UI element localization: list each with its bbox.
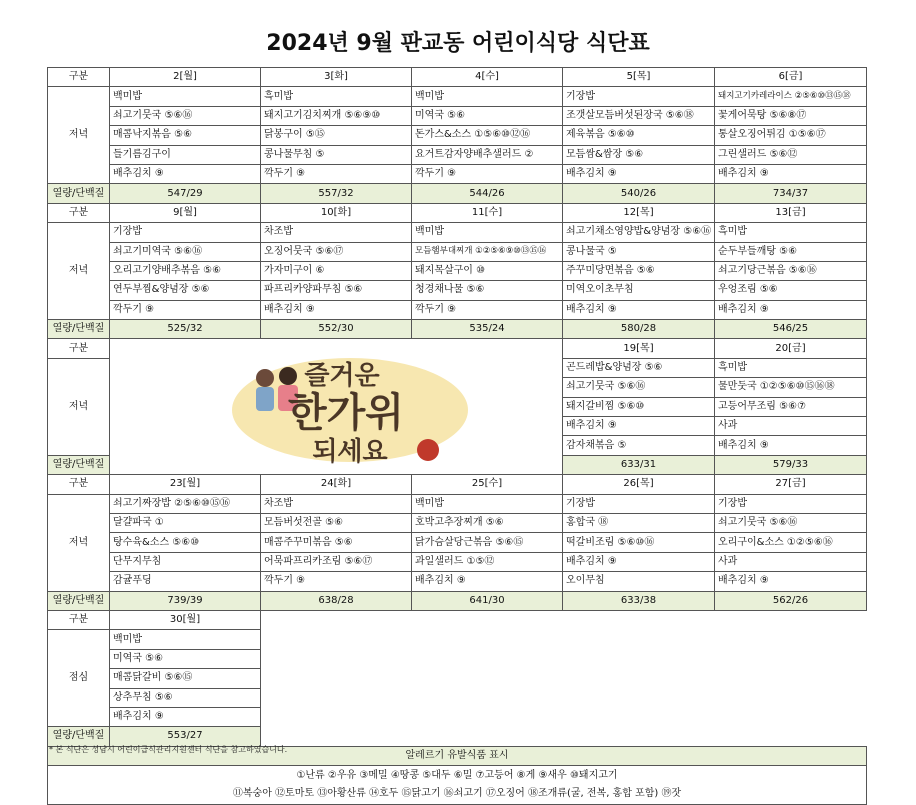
menu-item: 미역오이초무침	[563, 281, 715, 300]
kcal-label: 열량/단백질	[48, 455, 110, 474]
kcal-value: 638/28	[261, 591, 412, 610]
gubun-label: 구분	[48, 475, 110, 494]
day-header: 4[수]	[412, 68, 563, 87]
week1-kcal-row	[48, 184, 867, 203]
menu-item: 쇠고기뭇국 ⑤⑥⑯	[715, 513, 867, 532]
menu-item: 통살오징어튀김 ①⑤⑥⑰	[715, 126, 867, 145]
menu-item: 배추김치 ⑨	[715, 436, 867, 455]
day-header: 19[목]	[563, 339, 715, 358]
gubun-label: 구분	[48, 68, 110, 87]
menu-row	[48, 87, 867, 106]
menu-item: 배추김치 ⑨	[563, 164, 715, 183]
menu-item: 오징어뭇국 ⑤⑥⑰	[261, 242, 412, 261]
menu-item: 배추김치 ⑨	[563, 552, 715, 571]
menu-item: 기장밥	[715, 494, 867, 513]
menu-item: 홍합국 ⑱	[563, 513, 715, 532]
menu-item: 돈가스&소스 ①⑤⑥⑩⑫⑯	[412, 126, 563, 145]
gubun-label: 구분	[48, 203, 110, 222]
menu-item: 그린샐러드 ⑤⑥⑫	[715, 145, 867, 164]
kcal-label: 열량/단백질	[48, 727, 110, 746]
week4-kcal-row	[48, 591, 867, 610]
menu-item: 미역국 ⑤⑥	[110, 649, 261, 668]
kcal-value: 553/27	[110, 727, 261, 746]
menu-item: 호박고추장찌개 ⑤⑥	[412, 513, 563, 532]
menu-item: 우엉조림 ⑤⑥	[715, 281, 867, 300]
day-header: 24[화]	[261, 475, 412, 494]
banner-line3: 되세요	[312, 436, 388, 467]
menu-item: 조갯살모듬버섯된장국 ⑤⑥⑱	[563, 106, 715, 125]
kcal-value: 540/26	[563, 184, 715, 203]
kcal-value: 535/24	[412, 320, 563, 339]
kcal-value: 546/25	[715, 320, 867, 339]
menu-item: 돼지목살구이 ⑩	[412, 261, 563, 280]
holiday-banner	[110, 339, 563, 475]
allergy-legend-line: ①난류 ②우유 ③메밀 ④땅콩 ⑤대두 ⑥밀 ⑦고등어 ⑧게 ⑨새우 ⑩돼지고기	[48, 766, 867, 785]
menu-item: 돼지갈비찜 ⑤⑥⑩	[563, 397, 715, 416]
menu-row	[48, 261, 867, 280]
menu-item: 깍두기 ⑨	[261, 572, 412, 591]
menu-item: 오리고기양배추볶음 ⑤⑥	[110, 261, 261, 280]
menu-item: 상추무침 ⑤⑥	[110, 688, 261, 707]
menu-item: 오이무침	[563, 572, 715, 591]
menu-row	[48, 164, 867, 183]
menu-item: 백미밥	[412, 494, 563, 513]
menu-item: 가자미구이 ⑥	[261, 261, 412, 280]
menu-item: 사과	[715, 552, 867, 571]
menu-item: 사과	[715, 417, 867, 436]
day-header: 25[수]	[412, 475, 563, 494]
day-header: 11[수]	[412, 203, 563, 222]
menu-item: 돼지고기김치찌개 ⑤⑥⑨⑩	[261, 106, 412, 125]
meal-label: 점심	[48, 630, 110, 727]
menu-item: 떡갈비조림 ⑤⑥⑩⑯	[563, 533, 715, 552]
menu-item: 곤드레밥&양념장 ⑤⑥	[563, 358, 715, 377]
menu-item: 감귤푸딩	[110, 572, 261, 591]
menu-item: 순두부들깨탕 ⑤⑥	[715, 242, 867, 261]
menu-item: 쇠고기당근볶음 ⑤⑥⑯	[715, 261, 867, 280]
menu-item: 백미밥	[412, 87, 563, 106]
kcal-value: 734/37	[715, 184, 867, 203]
menu-row	[48, 223, 867, 242]
day-header: 9[월]	[110, 203, 261, 222]
page-title: 2024년 9월 판교동 어린이식당 식단표	[266, 31, 650, 56]
menu-item: 배추김치 ⑨	[412, 572, 563, 591]
kcal-value: 547/29	[110, 184, 261, 203]
day-header: 12[목]	[563, 203, 715, 222]
menu-item: 연두부찜&양념장 ⑤⑥	[110, 281, 261, 300]
menu-item: 백미밥	[110, 87, 261, 106]
menu-item: 닭봉구이 ⑤⑮	[261, 126, 412, 145]
menu-row	[48, 533, 867, 552]
day-header: 26[목]	[563, 475, 715, 494]
menu-item: 흑미밥	[715, 223, 867, 242]
kcal-value: 544/26	[412, 184, 563, 203]
week3-header-row	[48, 339, 867, 358]
week2-header-row	[48, 203, 867, 222]
day-header: 13[금]	[715, 203, 867, 222]
menu-item: 흑미밥	[261, 87, 412, 106]
menu-row	[48, 649, 867, 668]
kcal-value: 739/39	[110, 591, 261, 610]
menu-item: 매콤주꾸미볶음 ⑤⑥	[261, 533, 412, 552]
menu-item: 차조밥	[261, 223, 412, 242]
seal-icon	[417, 439, 439, 461]
kcal-value: 580/28	[563, 320, 715, 339]
week1-header-row	[48, 68, 867, 87]
menu-item: 쇠고기미역국 ⑤⑥⑯	[110, 242, 261, 261]
week2-kcal-row	[48, 320, 867, 339]
menu-row	[48, 126, 867, 145]
menu-item: 돼지고기카레라이스 ②⑤⑥⑩⑬⑮⑱	[715, 87, 867, 106]
menu-row	[48, 572, 867, 591]
menu-item: 청경채나물 ⑤⑥	[412, 281, 563, 300]
kcal-label: 열량/단백질	[48, 184, 110, 203]
menu-item: 과일샐러드 ①⑤⑫	[412, 552, 563, 571]
allergy-title: 알레르기 유발식품 표시	[48, 746, 867, 765]
menu-row	[48, 242, 867, 261]
day-header: 10[화]	[261, 203, 412, 222]
kcal-value: 562/26	[715, 591, 867, 610]
menu-item: 쇠고기뭇국 ⑤⑥⑯	[563, 378, 715, 397]
menu-item: 탕수육&소스 ⑤⑥⑩	[110, 533, 261, 552]
meal-label: 저녁	[48, 223, 110, 320]
menu-row	[48, 630, 867, 649]
empty-area	[261, 707, 867, 726]
day-header: 30[월]	[110, 610, 261, 629]
empty-area	[261, 669, 867, 688]
menu-item: 백미밥	[110, 630, 261, 649]
menu-item: 깍두기 ⑨	[412, 300, 563, 319]
menu-item: 파프리카양파무침 ⑤⑥	[261, 281, 412, 300]
menu-item: 닭가슴살당근볶음 ⑤⑥⑮	[412, 533, 563, 552]
menu-item: 깍두기 ⑨	[110, 300, 261, 319]
week4-header-row	[48, 475, 867, 494]
menu-item: 콩나물무침 ⑤	[261, 145, 412, 164]
menu-row	[48, 300, 867, 319]
menu-row	[48, 552, 867, 571]
week5-header-row	[48, 610, 867, 629]
menu-row	[48, 513, 867, 532]
menu-item: 기장밥	[563, 494, 715, 513]
menu-row	[48, 688, 867, 707]
kcal-label: 열량/단백질	[48, 591, 110, 610]
meal-label: 저녁	[48, 87, 110, 184]
allergy-row	[48, 766, 867, 785]
meal-label: 저녁	[48, 358, 110, 455]
menu-row	[48, 145, 867, 164]
menu-item: 배추김치 ⑨	[261, 300, 412, 319]
person-icon	[256, 369, 274, 387]
menu-item: 매콤낙지볶음 ⑤⑥	[110, 126, 261, 145]
allergy-row	[48, 785, 867, 804]
menu-item: 감자채볶음 ⑤	[563, 436, 715, 455]
day-header: 27[금]	[715, 475, 867, 494]
menu-row	[48, 106, 867, 125]
day-header: 6[금]	[715, 68, 867, 87]
kcal-value: 641/30	[412, 591, 563, 610]
menu-item: 꽃게어묵탕 ⑤⑥⑧⑰	[715, 106, 867, 125]
menu-item: 배추김치 ⑨	[563, 300, 715, 319]
day-header: 3[화]	[261, 68, 412, 87]
menu-item: 깍두기 ⑨	[412, 164, 563, 183]
kcal-value: 552/30	[261, 320, 412, 339]
menu-item: 들기름김구이	[110, 145, 261, 164]
menu-item: 미역국 ⑤⑥	[412, 106, 563, 125]
menu-item: 백미밥	[412, 223, 563, 242]
menu-item: 주꾸미당면볶음 ⑤⑥	[563, 261, 715, 280]
gubun-label: 구분	[48, 339, 110, 358]
menu-table	[47, 67, 867, 805]
menu-item: 모듬버섯전골 ⑤⑥	[261, 513, 412, 532]
gubun-label: 구분	[48, 610, 110, 629]
menu-item: 달걀파국 ①	[110, 513, 261, 532]
kcal-label: 열량/단백질	[48, 320, 110, 339]
day-header: 20[금]	[715, 339, 867, 358]
menu-item: 매콤닭갈비 ⑤⑥⑮	[110, 669, 261, 688]
menu-item: 기장밥	[110, 223, 261, 242]
day-header: 23[월]	[110, 475, 261, 494]
menu-item: 고등어무조림 ⑤⑥⑦	[715, 397, 867, 416]
banner-line2: 한가위	[288, 389, 404, 436]
day-header: 5[목]	[563, 68, 715, 87]
menu-item: 기장밥	[563, 87, 715, 106]
meal-label: 저녁	[48, 494, 110, 591]
menu-item: 오리구이&소스 ①②⑤⑥⑯	[715, 533, 867, 552]
allergy-legend-line: ⑪복숭아 ⑫토마토 ⑬아황산류 ⑭호두 ⑮닭고기 ⑯쇠고기 ⑰오징어 ⑱조개류(굴, 전복, 홍합 포함) ⑲잣	[48, 785, 867, 804]
menu-item: 물만둣국 ①②⑤⑥⑩⑮⑯⑱	[715, 378, 867, 397]
kcal-value: 633/38	[563, 591, 715, 610]
menu-item: 요거트감자양배추샐러드 ②	[412, 145, 563, 164]
menu-item: 깍두기 ⑨	[261, 164, 412, 183]
menu-item: 배추김치 ⑨	[110, 707, 261, 726]
menu-item: 어묵파프리카조림 ⑤⑥⑰	[261, 552, 412, 571]
day-header: 2[월]	[110, 68, 261, 87]
kcal-value: 525/32	[110, 320, 261, 339]
menu-item: 차조밥	[261, 494, 412, 513]
menu-item: 흑미밥	[715, 358, 867, 377]
empty-area	[261, 688, 867, 707]
menu-row	[48, 281, 867, 300]
menu-row	[48, 669, 867, 688]
empty-area	[261, 727, 867, 746]
menu-item: 배추김치 ⑨	[715, 300, 867, 319]
footnote: * 본 식단은 성남시 어린이급식관리지원센터 식단을 참고하였습니다.	[49, 745, 288, 754]
menu-item: 콩나물국 ⑤	[563, 242, 715, 261]
kcal-value: 633/31	[563, 455, 715, 474]
menu-item: 제육볶음 ⑤⑥⑩	[563, 126, 715, 145]
menu-row	[48, 494, 867, 513]
menu-item: 단무지무침	[110, 552, 261, 571]
empty-area	[261, 630, 867, 649]
menu-row	[48, 707, 867, 726]
kcal-value: 557/32	[261, 184, 412, 203]
kcal-value: 579/33	[715, 455, 867, 474]
menu-item: 쇠고기뭇국 ⑤⑥⑯	[110, 106, 261, 125]
menu-item: 배추김치 ⑨	[110, 164, 261, 183]
empty-area	[261, 649, 867, 668]
chuseok-greeting-illustration	[110, 340, 563, 474]
menu-item: 모듬쌈&쌈장 ⑤⑥	[563, 145, 715, 164]
banner-line1: 즐거운	[304, 360, 380, 391]
menu-item: 쇠고기짜장밥 ②⑤⑥⑩⑮⑯	[110, 494, 261, 513]
menu-item: 모듬햄부대찌개 ①②⑤⑥⑨⑩⑬⑮⑯	[412, 242, 563, 261]
menu-item: 배추김치 ⑨	[715, 164, 867, 183]
menu-item: 쇠고기채소영양밥&양념장 ⑤⑥⑯	[563, 223, 715, 242]
menu-item: 배추김치 ⑨	[715, 572, 867, 591]
menu-item: 배추김치 ⑨	[563, 417, 715, 436]
